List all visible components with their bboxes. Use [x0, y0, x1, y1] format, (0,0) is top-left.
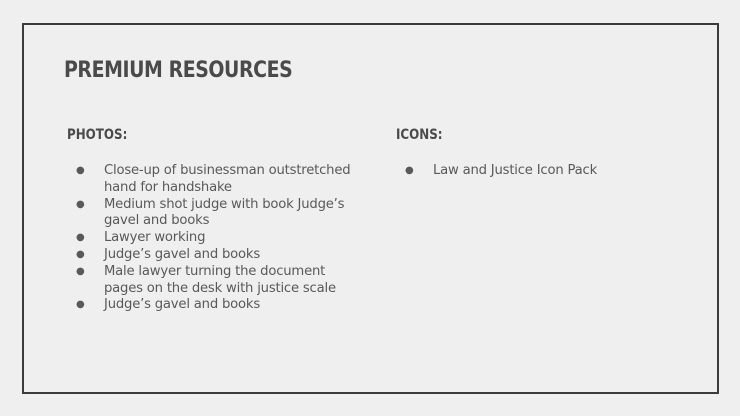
bullet-icon: ●: [76, 299, 85, 311]
list-item: [76, 163, 366, 197]
bullet-icon: ●: [76, 232, 85, 244]
list-item: [76, 230, 366, 247]
photo-item-label: Close-up of businessman outstretched hand for handshake: [104, 163, 351, 195]
photo-item-label: Male lawyer turning the document pages on the desk with justice scale: [104, 263, 336, 296]
icons-heading: ICONS:: [396, 127, 443, 143]
icon-item-label: Law and Justice Icon Pack: [433, 163, 598, 178]
photo-item-label: Judge’s gavel and books: [104, 246, 261, 262]
photo-item-label: Lawyer working: [104, 230, 206, 246]
list-item: [76, 247, 366, 264]
photo-item-label: Judge’s gavel and books: [104, 297, 261, 313]
list-item: [76, 297, 366, 314]
bullet-icon: ●: [76, 265, 85, 277]
list-item: [405, 163, 695, 180]
icons-list: [405, 163, 695, 180]
slide-title: PREMIUM RESOURCES: [64, 58, 293, 83]
bullet-icon: ●: [76, 198, 85, 210]
photo-item-label: Medium shot judge with book Judge’s gavel and books: [104, 196, 345, 229]
bullet-icon: ●: [76, 248, 85, 260]
photos-list: [76, 163, 366, 314]
photos-heading: PHOTOS:: [67, 127, 128, 143]
bullet-icon: ●: [405, 165, 414, 176]
list-item: [76, 264, 366, 298]
bullet-icon: ●: [76, 165, 85, 176]
list-item: [76, 197, 366, 231]
